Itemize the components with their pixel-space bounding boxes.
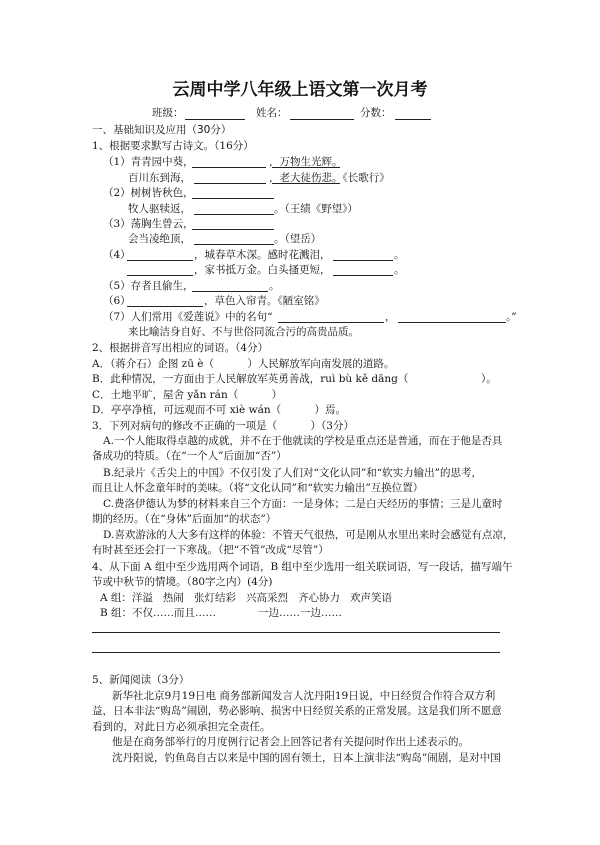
q1-item7-end: 。”	[506, 311, 517, 323]
class-label: 班级：	[152, 107, 184, 119]
section-heading: 一、基础知识及应用（30分）	[92, 124, 232, 136]
q1-heading: 1、根据要求默写古诗文。（16分）	[92, 140, 254, 152]
q1-item1-b-blank2[interactable]	[272, 183, 340, 184]
q5-para3: 沈丹阳说，钓鱼岛自古以来是中国的固有领土，日本上演非法“购岛”闹剧，是对中国	[112, 752, 501, 764]
q5-heading: 5、新闻阅读（3分）	[92, 674, 190, 686]
q1-item7-line2: 来比喻洁身自好、不与世俗同流合污的高贵品质。	[128, 326, 359, 338]
q3-option-a-line2: 备成功的特质。（在“一个人”后面加“否”）	[92, 450, 287, 462]
q3-option-d-line2: 有时甚至还会打一下寒战。（把“不管”改成“尽管”）	[92, 544, 329, 556]
q4-group-b-1: B 组：不仅……而且……	[100, 607, 217, 619]
q1-item4-a-post: ，城春草木深。感时花溅泪，	[194, 249, 331, 261]
q1-item6-post: ，草色入帘青。《陋室铭》	[204, 295, 325, 307]
q1-item1-a-blank2[interactable]	[272, 167, 340, 168]
q5-para1-line2: 益，日本非法“购岛”闹剧，势必影响、损害中日经贸关系的正常发展。这是我们所不愿意	[92, 705, 502, 717]
q1-item3-b-post: 。（望岳）	[274, 233, 322, 245]
q1-item5-blank[interactable]	[192, 291, 268, 292]
q3-option-d-line1: D.喜欢游泳的人大多有这样的体验：不管天气很热，可是刚从水里出来时会感觉有点凉，	[103, 529, 514, 541]
q2-d: D．亭亭净植，可远观而不可 xiè wán（ ）焉。	[92, 404, 346, 416]
q2-heading: 2、根据拼音写出相应的词语。（4分）	[92, 342, 269, 354]
q1-item1-a-pre: （1）青青园中葵，	[103, 156, 194, 168]
q2-c: C．土地平旷，屋舍 yǎn rán（ ）	[92, 389, 283, 401]
q1-item7-blank2[interactable]	[398, 322, 506, 323]
q1-item2-b-blank[interactable]	[194, 214, 274, 215]
q1-item1-a-blank[interactable]	[192, 167, 266, 168]
q1-item1-b-pre: 百川东到海，	[128, 172, 191, 184]
class-blank[interactable]	[185, 119, 245, 120]
q5-para1-line3: 看到的，对此日方必须承担完全责任。	[92, 721, 271, 733]
q1-item6-blank[interactable]	[127, 306, 203, 307]
q1-item7-pre: （7）人们常用《爱莲说》中的名句“	[103, 311, 273, 323]
q3-option-b-line2: 而且让人怀念童年时的美味。（将“文化认同”和“软实力输出”互换位置）	[92, 482, 424, 494]
q4-answer-line-2[interactable]	[92, 652, 500, 653]
q2-b-post: ）。	[481, 373, 497, 385]
q3-option-c-line2: 期的经历。（在“身体”后面加“的状态”）	[92, 513, 277, 525]
q1-item3-b-blank[interactable]	[194, 244, 274, 245]
q1-item3-a-blank[interactable]	[192, 229, 274, 230]
q1-item4-a-blank2[interactable]	[333, 260, 393, 261]
q1-item4-a-blank[interactable]	[127, 260, 193, 261]
q1-item2-b-post: 。（王绩《野望》）	[274, 203, 358, 215]
q1-item4-b-blank2[interactable]	[333, 275, 393, 276]
q1-item7-blank[interactable]	[278, 322, 384, 323]
q5-para1-line1: 新华社北京9月19日电 商务部新闻发言人沈丹阳19日说，中日经贸合作符合双方利	[112, 690, 496, 702]
q3-heading: 3．下列对病句的修改不正确的一项是（ ）（3分）	[92, 420, 354, 432]
q1-item7-comma: ，	[385, 311, 396, 323]
q1-item4-b-stop: 。	[394, 264, 405, 276]
q3-option-a-line1: A.一个人能取得卓越的成就，并不在于他就读的学校是重点还是普通，而在于他是否具	[103, 435, 503, 447]
q1-item1-b-post: ，老大徒伤悲。《长歌行》	[269, 172, 390, 184]
q1-item2-a: （2）树树皆秋色，	[103, 187, 194, 199]
q5-para2: 他是在商务部举行的月度例行记者会上回答记者有关提问时作出上述表示的。	[112, 736, 469, 748]
name-label: 姓名：	[256, 107, 288, 119]
q1-item4-num: （4）	[103, 249, 131, 261]
q1-item4-b-blank[interactable]	[127, 275, 193, 276]
score-blank[interactable]	[395, 119, 431, 120]
q1-item5: （5）存者且偷生，	[103, 280, 194, 292]
q3-option-c-line1: C.费洛伊德认为梦的材料来自三个方面：一是身体；二是白天经历的事情；三是儿童时	[103, 498, 503, 510]
q1-item3-a: （3）荡胸生曾云，	[103, 218, 194, 230]
q2-b-pre: B．此种情况，一方面由于人民解放军英勇善战，ruì bù kě dāng（	[92, 373, 409, 385]
q1-item6-num: （6）	[103, 295, 131, 307]
q1-item1-a-post: ，万物生光辉。	[269, 156, 343, 168]
q2-a: A．（蒋介石）企图 zū è（ ）人民解放军向南发展的道路。	[92, 358, 395, 370]
q1-item1-b-blank[interactable]	[194, 183, 266, 184]
q4-prompt-line1: 4、从下面 A 组中至少选用两个词语，B 组中至少选用一组关联词语，写一段话，描写端午	[92, 561, 513, 573]
name-blank[interactable]	[290, 119, 354, 120]
q4-answer-line-1[interactable]	[92, 632, 500, 633]
q4-prompt-line2: 节或中秋节的情境。（80字之内）(4分)	[92, 576, 273, 588]
q1-item4-a-stop: 。	[394, 249, 405, 261]
q1-item2-b-pre: 牧人驱犊返，	[128, 203, 191, 215]
score-label: 分数：	[360, 107, 392, 119]
q4-group-a: A 组：洋溢 热闹 张灯结彩 兴高采烈 齐心协力 欢声笑语	[100, 592, 392, 604]
q1-item4-b-post: ，家书抵万金。白头搔更短，	[194, 264, 331, 276]
q4-group-b-2: 一边……一边……	[258, 607, 342, 619]
q3-option-b-line1: B.纪录片《舌尖上的中国》不仅引发了人们对“文化认同”和“软实力输出”的思考，	[103, 467, 483, 479]
exam-title: 云周中学八年级上语文第一次月考	[172, 80, 428, 100]
q1-item3-b-pre: 会当凌绝顶，	[128, 233, 191, 245]
q1-item5-stop: 。	[269, 280, 280, 292]
q1-item2-a-blank[interactable]	[192, 198, 274, 199]
